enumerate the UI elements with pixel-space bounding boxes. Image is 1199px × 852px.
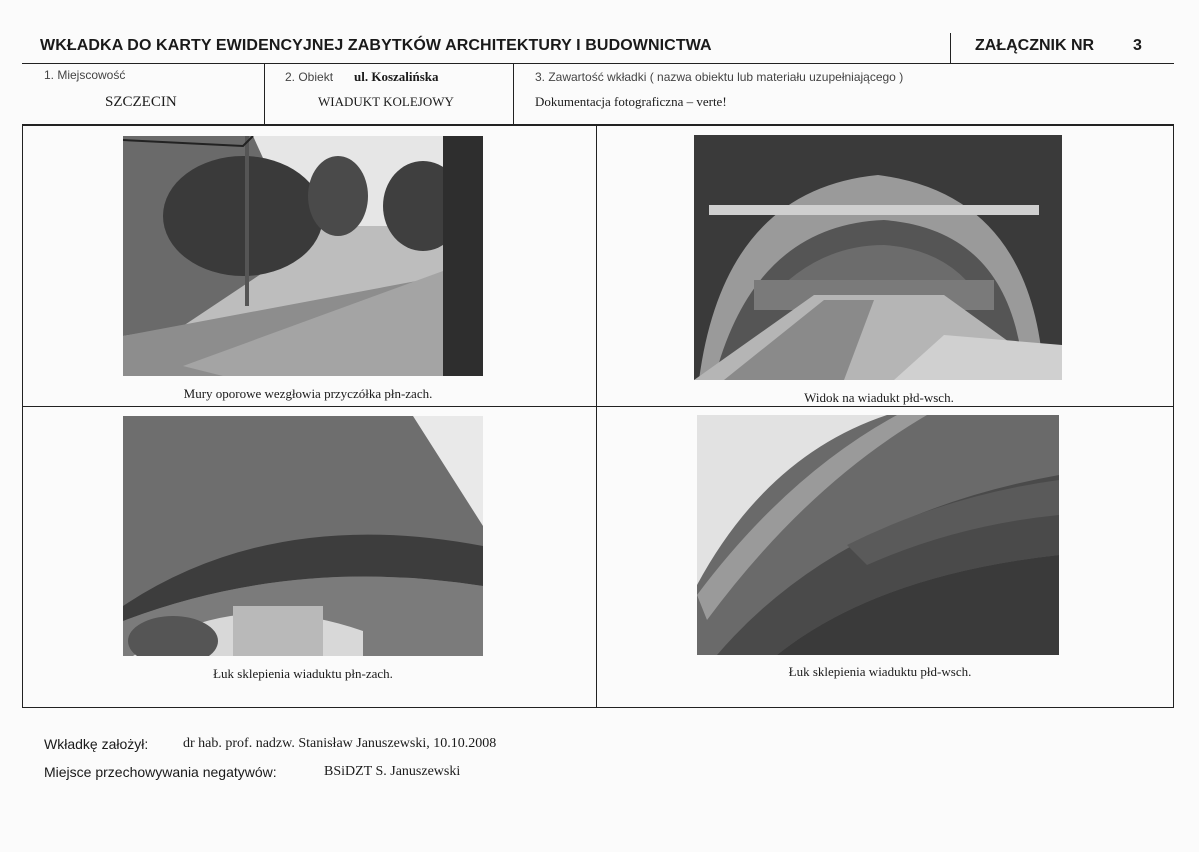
grid-left-rule — [22, 124, 23, 708]
grid-top-rule — [22, 124, 1174, 126]
photo-4-caption: Łuk sklepienia wiaduktu płd-wsch. — [788, 664, 972, 679]
photo-arch-vault-nw — [123, 416, 483, 656]
header-divider — [950, 33, 951, 63]
grid-right-rule — [1173, 124, 1174, 708]
grid-bottom-rule — [22, 707, 1174, 708]
form-title: WKŁADKA DO KARTY EWIDENCYJNEJ ZABYTKÓW ARCHITEKTURY I BUDOWNICTWA — [40, 37, 712, 54]
object-value: WIADUKT KOLEJOWY — [318, 94, 454, 109]
contents-value: Dokumentacja fotograficzna – verte! — [535, 94, 727, 109]
locality-value: SZCZECIN — [105, 94, 177, 110]
grid-row-rule — [22, 406, 1174, 407]
locality-label: 1. Miejscowość — [44, 68, 126, 82]
photo-retaining-walls — [123, 136, 483, 376]
negatives-value: BSiDZT S. Januszewski — [324, 764, 461, 779]
photo-1-caption: Mury oporowe wezgłowia przyczółka płn-zach. — [183, 386, 433, 401]
header-rule — [22, 63, 1174, 64]
author-label: Wkładkę założył: — [44, 736, 149, 752]
object-street: ul. Koszalińska — [354, 69, 439, 84]
annex-label: ZAŁĄCZNIK NR — [975, 37, 1095, 54]
object-label: 2. Obiekt — [285, 70, 334, 84]
photo-arch-vault-se — [697, 415, 1059, 655]
negatives-label: Miejsce przechowywania negatywów: — [44, 764, 277, 780]
annex-number: 3 — [1133, 37, 1142, 54]
field-divider-2 — [513, 63, 514, 125]
field-divider-1 — [264, 63, 265, 125]
photo-3-caption: Łuk sklepienia wiaduktu płn-zach. — [213, 666, 393, 681]
author-value: dr hab. prof. nadzw. Stanisław Januszewski, 10.10.2008 — [183, 736, 497, 751]
grid-middle-rule — [596, 124, 597, 708]
photo-viaduct-view — [694, 135, 1062, 380]
contents-label: 3. Zawartość wkładki ( nazwa obiektu lub materiału uzupełniającego ) — [535, 70, 904, 84]
photo-2-caption: Widok na wiadukt płd-wsch. — [804, 390, 954, 405]
